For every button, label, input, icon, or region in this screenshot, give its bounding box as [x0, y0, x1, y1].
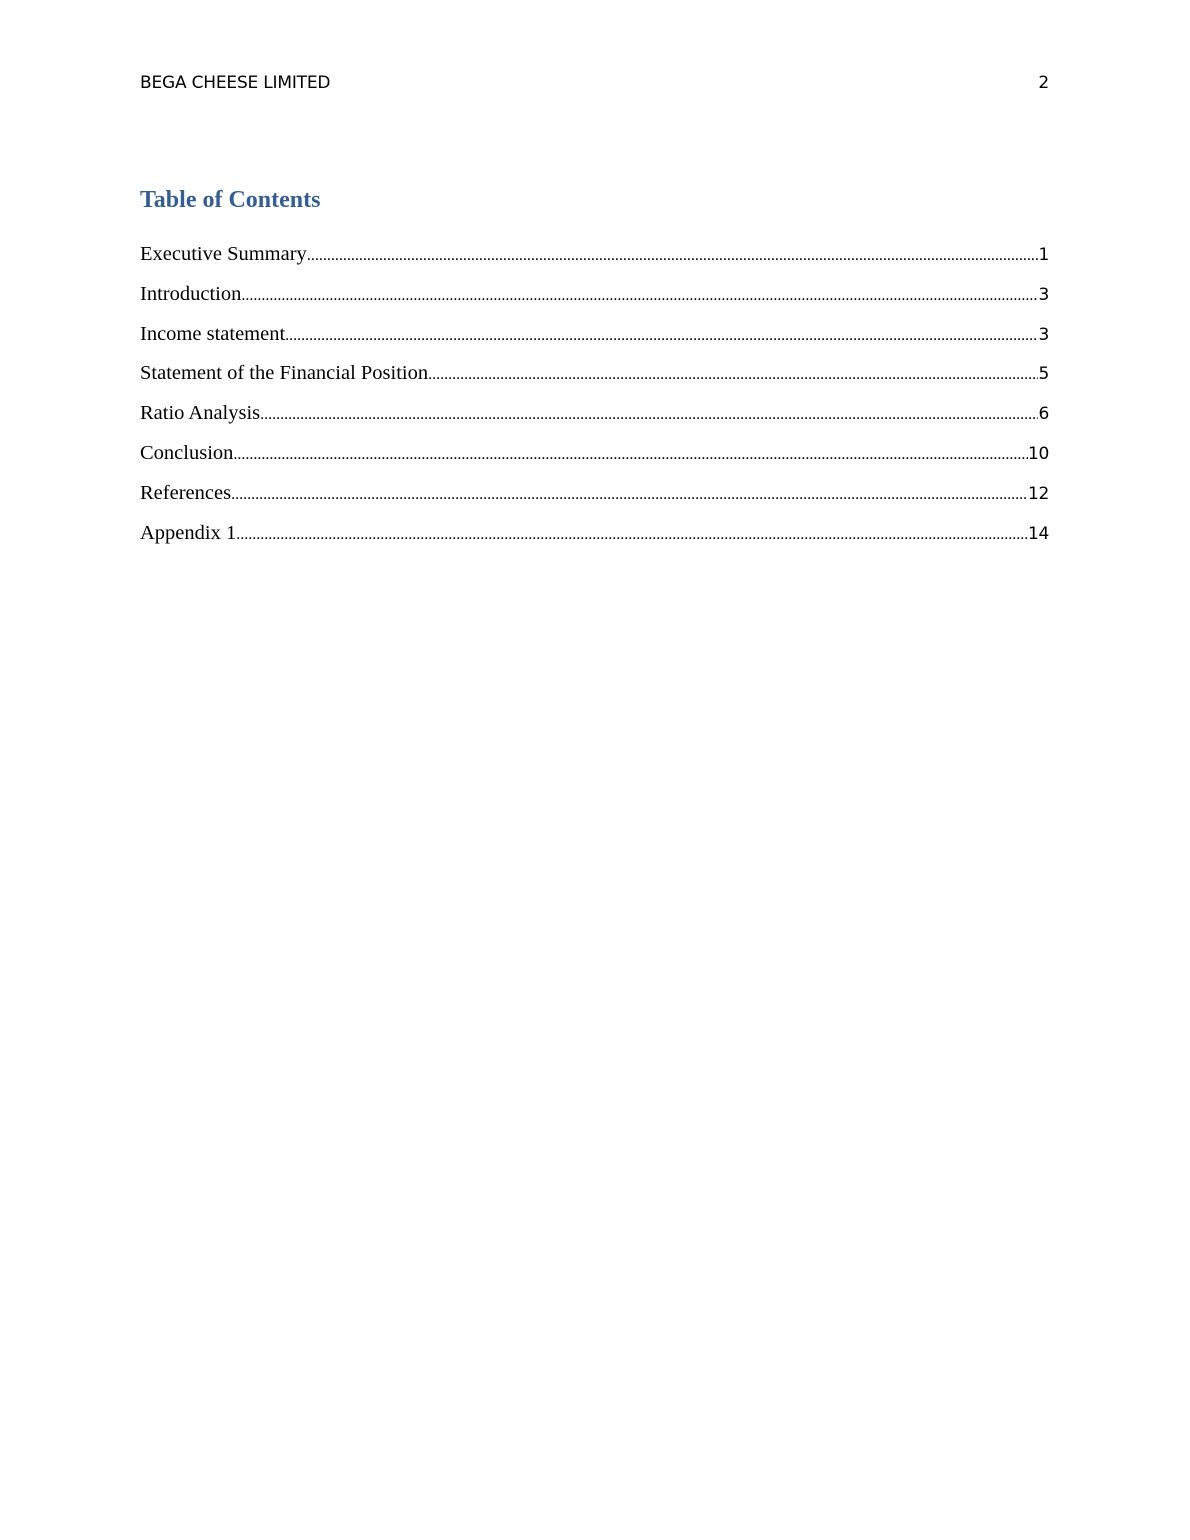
toc-entry-page: 14 — [1027, 523, 1049, 544]
toc-dot-leader — [236, 521, 1028, 549]
toc-entry-ratio-analysis[interactable] — [140, 399, 1049, 439]
toc-entry-appendix-1[interactable] — [140, 519, 1049, 559]
table-of-contents — [140, 240, 1049, 558]
toc-title: Table of Contents — [140, 187, 321, 213]
toc-entry-title: Appendix 1 — [140, 521, 237, 544]
toc-dot-leader — [307, 242, 1039, 270]
toc-entry-page: 3 — [1038, 324, 1049, 345]
toc-dot-leader — [428, 361, 1038, 389]
toc-entry-income-statement[interactable] — [140, 320, 1049, 360]
toc-entry-title: References — [140, 481, 232, 504]
toc-dot-leader — [231, 481, 1028, 509]
toc-entry-introduction[interactable] — [140, 280, 1049, 320]
toc-entry-title: Conclusion — [140, 441, 234, 464]
toc-entry-title: Ratio Analysis — [140, 402, 261, 425]
toc-entry-page: 3 — [1038, 284, 1049, 305]
toc-entry-title: Introduction — [140, 282, 242, 305]
toc-dot-leader — [285, 322, 1038, 350]
toc-entry-conclusion[interactable] — [140, 439, 1049, 479]
toc-entry-page: 12 — [1027, 483, 1049, 504]
header-title: BEGA CHEESE LIMITED — [140, 73, 331, 93]
toc-entry-financial-position[interactable] — [140, 359, 1049, 399]
toc-entry-references[interactable] — [140, 479, 1049, 519]
toc-entry-page: 10 — [1027, 443, 1049, 464]
toc-entry-executive-summary[interactable] — [140, 240, 1049, 280]
toc-entry-page: 6 — [1038, 404, 1049, 425]
toc-dot-leader — [241, 282, 1038, 310]
toc-dot-leader — [233, 441, 1028, 469]
toc-entry-title: Executive Summary — [140, 243, 307, 265]
header-page-number: 2 — [1038, 73, 1049, 93]
toc-entry-title: Income statement — [140, 322, 286, 345]
toc-entry-title: Statement of the Financial Position — [140, 362, 429, 385]
toc-entry-page: 1 — [1038, 245, 1049, 265]
toc-entry-page: 5 — [1038, 364, 1049, 385]
toc-dot-leader — [260, 401, 1038, 429]
page-header — [140, 71, 1049, 95]
